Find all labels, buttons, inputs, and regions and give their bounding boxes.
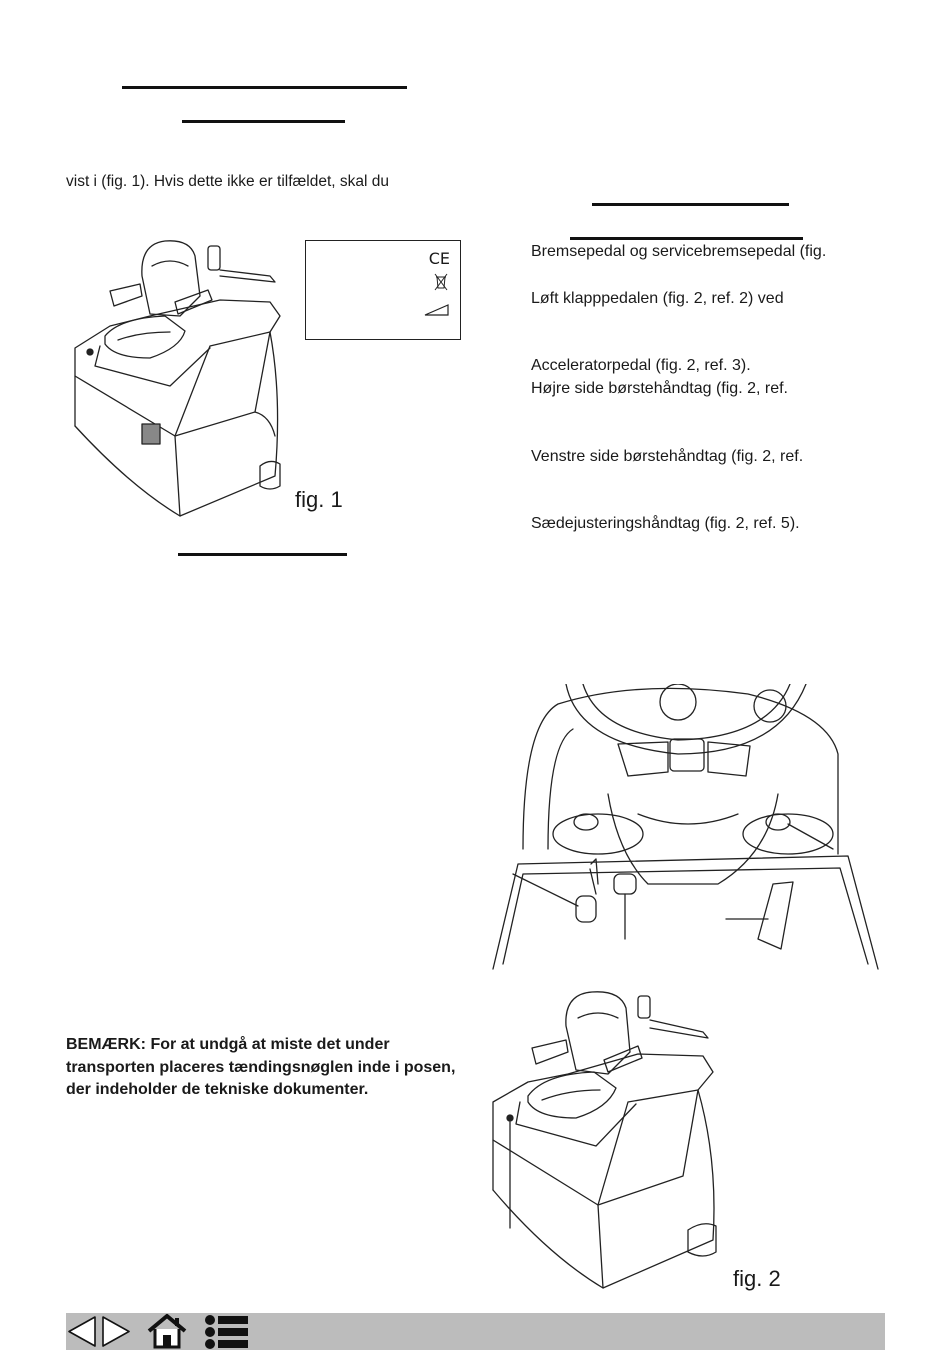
home-icon [146,1313,188,1350]
home-button[interactable] [146,1313,188,1350]
machine-label-plate [305,240,461,340]
fig1-label: fig. 1 [295,487,343,512]
item-flap-pedal: Løft klapppedalen (fig. 2, ref. 2) ved [531,290,784,307]
previous-page-button[interactable] [66,1313,98,1350]
warning-triangle-icon [424,303,450,317]
list-icon [202,1313,252,1350]
navigation-bar [66,1313,885,1350]
heading-rule-4 [570,237,803,240]
fig2-label: fig. 2 [733,1266,781,1291]
fig2-machine-drawing [488,990,723,1290]
arrow-left-icon [66,1313,98,1350]
fig1-machine-drawing [70,236,300,520]
next-page-button[interactable] [100,1313,132,1350]
fig2-pedals-drawing [488,684,883,974]
intro-text: vist i (fig. 1). Hvis dette ikke er tilfældet, skal du [66,173,390,190]
item-right-brush-lever: Højre side børstehåndtag (fig. 2, ref. [531,380,788,397]
ce-mark-icon: CE [428,249,450,268]
item-left-brush-lever: Venstre side børstehåndtag (fig. 2, ref. [531,448,804,465]
table-of-contents-button[interactable] [202,1313,252,1350]
weee-bin-icon [434,273,448,291]
transport-note: BEMÆRK: For at undgå at miste det under transporten placeres tændingsnøglen inde i posen, der indeholder de tekniske dokumenter. [66,1036,456,1098]
heading-rule-1 [122,86,407,89]
item-accelerator: Acceleratorpedal (fig. 2, ref. 3). [531,357,751,374]
item-brake-pedal: Bremsepedal og servicebremsepedal (fig. [531,243,827,260]
heading-rule-3 [592,203,789,206]
item-seat-adjust-lever: Sædejusteringshåndtag (fig. 2, ref. 5). [531,515,800,532]
heading-rule-2 [182,120,345,123]
arrow-right-icon [100,1313,132,1350]
heading-rule-5 [178,553,347,556]
